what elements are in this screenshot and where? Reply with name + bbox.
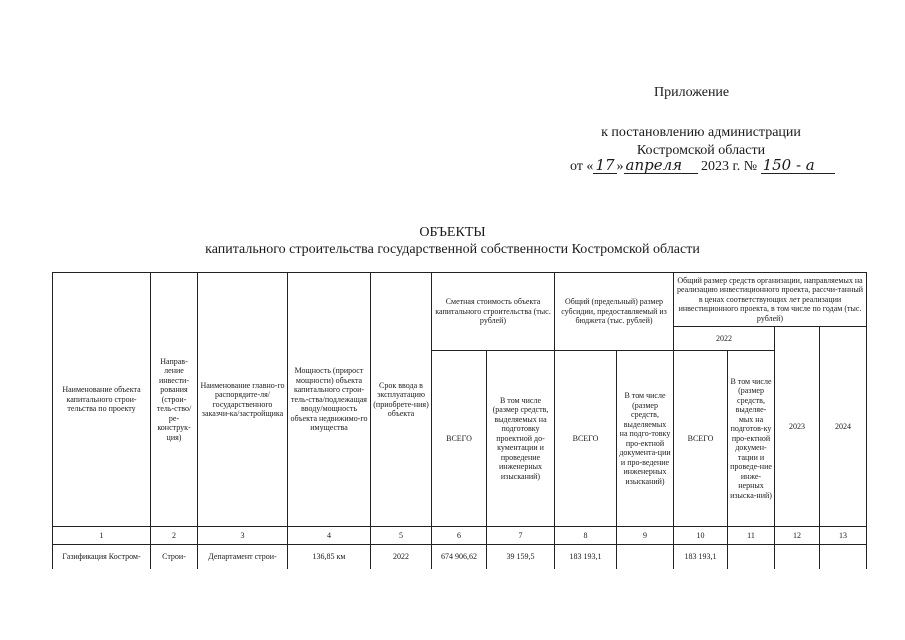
objects-table: [52, 272, 867, 569]
cell-subsidy-design: [617, 545, 674, 569]
header-customer: Наименование главно-го распорядите-ля/государственного заказчи-ка/застройщика: [198, 273, 288, 527]
header-capacity: Мощность (прирост мощности) объекта капитального строи-тель-ства/подлежащая вводу/мощность объекта недвижимо-го имущества: [288, 273, 371, 527]
date-year: 2023 г. №: [701, 159, 758, 174]
column-number: 2: [151, 527, 198, 545]
decree-reference: [586, 124, 816, 160]
header-commission-date: Срок ввода в эксплуатацию (приобрете-ния) объекта: [371, 273, 432, 527]
column-number: 12: [775, 527, 820, 545]
header-estimate-design: В том числе (размер средств, выделяемых на подготовку проектной до-кументации и проведение инженерных изысканий): [487, 351, 555, 527]
cell-org-2024: [820, 545, 867, 569]
column-number: 7: [487, 527, 555, 545]
header-year-2023: 2023: [775, 327, 820, 527]
cell-capacity: 136,85 км: [288, 545, 371, 569]
column-number: 4: [288, 527, 371, 545]
cell-estimate-total: 674 906,62: [432, 545, 487, 569]
column-number: 11: [728, 527, 775, 545]
column-number: 5: [371, 527, 432, 545]
date-prefix: от «: [570, 159, 594, 174]
header-org-2022-design: В том числе (размер средств, выделяе-мых на подготов-ку про-ектной докумен-тации и проведе-ние инже-нерных изыска-ний): [728, 351, 775, 527]
column-number: 13: [820, 527, 867, 545]
header-year-2022: 2022: [674, 327, 775, 351]
header-year-2024: 2024: [820, 327, 867, 527]
cell-object-name: Газификация Костром-: [53, 545, 151, 569]
cell-customer: Департамент строи-: [198, 545, 288, 569]
header-object-name: Наименование объекта капитального строи-тельства по проекту: [53, 273, 151, 527]
cell-estimate-design: 39 159,5: [487, 545, 555, 569]
date-day-handwritten: 17: [595, 156, 615, 174]
document-title: [0, 224, 905, 258]
cell-org-2023: [775, 545, 820, 569]
decree-line-1: к постановлению администрации: [601, 125, 801, 140]
date-quote-close: »: [616, 159, 624, 174]
header-estimate-cost: Сметная стоимость объекта капитального строительства (тыс. рублей): [432, 273, 555, 351]
cell-year: 2022: [371, 545, 432, 569]
cell-org-2022-design: [728, 545, 775, 569]
title-line-1: ОБЪЕКТЫ: [419, 225, 486, 240]
column-number: 6: [432, 527, 487, 545]
decree-date-line: [570, 158, 835, 175]
header-subsidy-design: В том числе (размер средств, выделяемых на подго-товку про-ектной документа-ции и про-ведение инженерных изысканий): [617, 351, 674, 527]
column-number: 10: [674, 527, 728, 545]
header-org-2022-total: ВСЕГО: [674, 351, 728, 527]
column-number: 3: [198, 527, 288, 545]
header-org-funds: Общий размер средств организации, направляемых на реализацию инвестиционного проекта, рассчи-танный в ценах соответствующих лет реализации инвестиционного проекта, в том числе по годам (тыс. рублей): [674, 273, 867, 327]
column-number: 9: [617, 527, 674, 545]
title-line-2: капитального строительства государственной собственности Костромской области: [205, 242, 700, 257]
header-direction: Направ-ление инвести-рования (строи-тель-ство/ре-конструк-ция): [151, 273, 198, 527]
header-estimate-total: ВСЕГО: [432, 351, 487, 527]
appendix-label: Приложение: [654, 85, 730, 100]
column-number: 8: [555, 527, 617, 545]
decree-number-handwritten: 150 - а: [761, 158, 835, 174]
header-subsidy: Общий (предельный) размер субсидии, предоставляемый из бюджета (тыс. рублей): [555, 273, 674, 351]
cell-org-2022-total: 183 193,1: [674, 545, 728, 569]
decree-line-2: Костромской области: [636, 143, 766, 158]
cell-subsidy-total: 183 193,1: [555, 545, 617, 569]
table-row: [53, 545, 867, 569]
header-subsidy-total: ВСЕГО: [555, 351, 617, 527]
date-month-handwritten: апреля: [624, 158, 698, 174]
column-number: 1: [53, 527, 151, 545]
cell-direction: Строи-: [151, 545, 198, 569]
column-number-row: [53, 527, 867, 545]
